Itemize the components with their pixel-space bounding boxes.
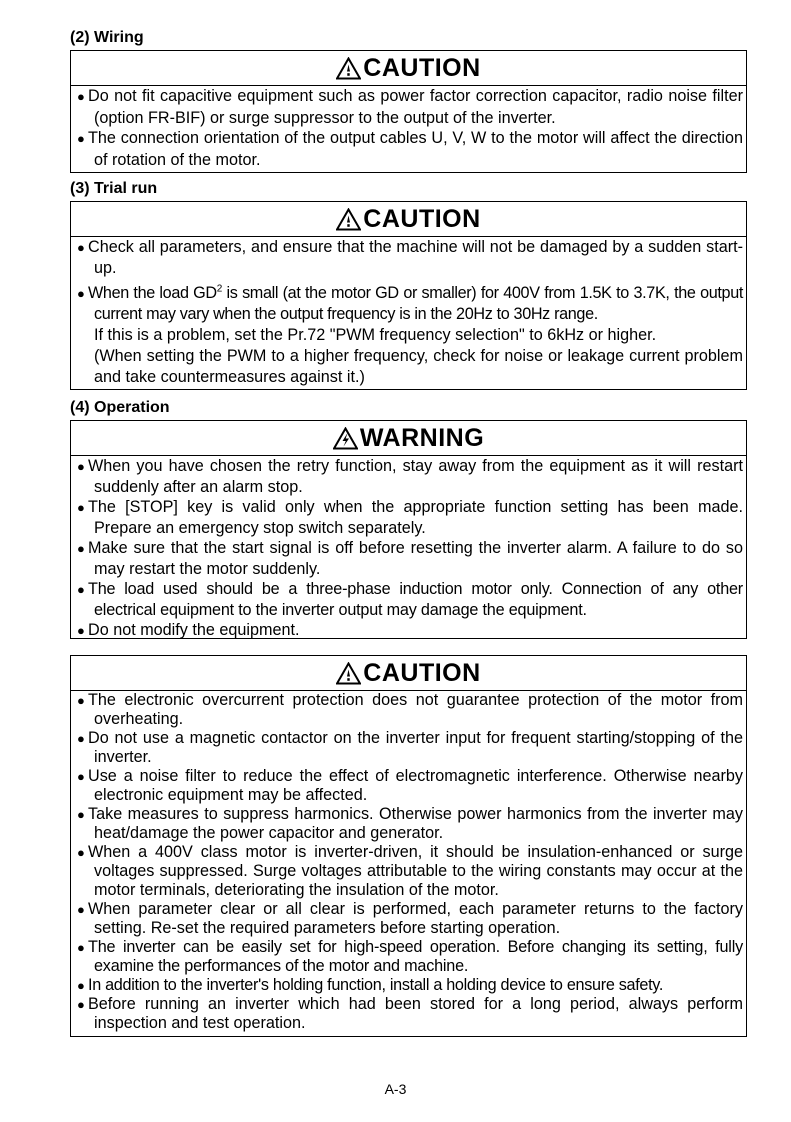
bullet: ● [77,89,85,104]
list-item: ● The [STOP] key is valid only when the appropriate function setting has been made. Prepare an emergency stop switch separately. [77,498,743,537]
bullet: ● [77,623,85,638]
bullet: ● [77,541,85,556]
list-item: ● The load used should be a three-phase induction motor only. Connection of any other electrical equipment to the inverter output may damage the equipment. [77,580,743,619]
list-item: ● Do not use a magnetic contactor on the inverter input for frequent starting/stopping of the inverter. [77,729,743,766]
box-header [71,202,746,237]
box-title: CAUTION [363,53,481,82]
list-item: ● When you have chosen the retry function, stay away from the equipment as it will restart suddenly after an alarm stop. [77,457,743,496]
box-header [71,51,746,86]
list-item: ● The connection orientation of the output cables U, V, W to the motor will affect the direction of rotation of the motor. [77,129,743,169]
bullet: ● [77,131,85,146]
list-item: ● Take measures to suppress harmonics. Otherwise power harmonics from the inverter may heat/damage the power capacitor and generator. [77,805,743,842]
list-item: ● The inverter can be easily set for high-speed operation. Before changing its setting, fully examine the performances of the motor and machine. [77,938,743,975]
bullet: ● [77,978,85,993]
bullet: ● [77,902,85,917]
bullet: ● [77,769,85,784]
box-header [71,421,746,456]
list-item: ● When parameter clear or all clear is performed, each parameter returns to the factory setting. Re-set the required parameters before starting operation. [77,900,743,937]
list-item: ● Before running an inverter which had been stored for a long period, always perform inspection and test operation. [77,995,743,1032]
caution-box-trial-run [70,201,747,390]
bullet: ● [77,940,85,955]
warning-triangle-icon [336,662,361,685]
warning-triangle-icon [333,427,358,450]
box-header [71,656,746,691]
bullet: ● [77,286,85,301]
list-item-continuation: (When setting the PWM to a higher frequency, check for noise or leakage current problem and take countermeasures against it.) [94,347,743,386]
bullet: ● [77,459,85,474]
superscript: 2 [216,283,222,295]
bullet: ● [77,845,85,860]
warning-triangle-icon [336,57,361,80]
list-item: ● In addition to the inverter's holding function, install a holding device to ensure safety. [77,976,664,994]
section-heading-wiring: (2) Wiring [70,29,144,46]
bullet: ● [77,693,85,708]
list-item: ● Make sure that the start signal is off before resetting the inverter alarm. A failure to do so may restart the motor suddenly. [77,539,743,578]
bullet: ● [77,240,85,255]
list-item: ● Do not fit capacitive equipment such as power factor correction capacitor, radio noise filter (option FR-BIF) or surge suppressor to the output of the inverter. [77,87,743,127]
section-heading-operation: (4) Operation [70,399,170,416]
list-item: ● Use a noise filter to reduce the effect of electromagnetic interference. Otherwise nearby electronic equipment may be affected. [77,767,743,804]
box-title: WARNING [359,423,485,452]
list-item: ● Check all parameters, and ensure that the machine will not be damaged by a sudden start-up. [77,238,743,277]
list-item: ● When the load $GD^2$ is small (at the motor GD or smaller) for 400V from 1.5K to 3.7K, the output current may vary when the output frequency is in the 20Hz to 30Hz range. [77,283,743,323]
list-item: ● The electronic overcurrent protection does not guarantee protection of the motor from overheating. [77,691,743,728]
warning-box-operation [70,420,747,639]
section-heading-trial-run: (3) Trial run [70,180,158,197]
box-title: CAUTION [363,658,481,687]
page-number: A-3 [384,1081,407,1097]
bullet: ● [77,731,85,746]
list-item: ● Do not modify the equipment. [77,621,300,639]
box-title: CAUTION [363,204,481,233]
warning-triangle-icon [336,208,361,231]
bullet: ● [77,997,85,1012]
caution-box-wiring [70,50,747,173]
list-item-continuation: If this is a problem, set the Pr.72 "PWM frequency selection" to 6kHz or higher. [94,326,657,344]
list-item: ● When a 400V class motor is inverter-driven, it should be insulation-enhanced or surge voltages suppressed. Surge voltages attributable to the wiring constants may occur at the motor terminals, deteriorating the insulation of the motor. [77,843,743,899]
bullet: ● [77,807,85,822]
caution-box-general [70,655,747,1037]
bullet: ● [77,582,85,597]
bullet: ● [77,500,85,515]
